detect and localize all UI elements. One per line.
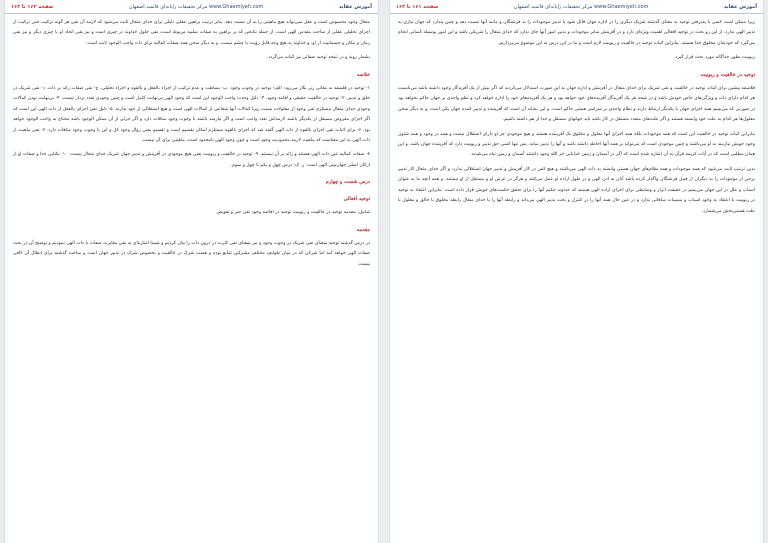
page-body	[390, 14, 763, 217]
page-body	[5, 14, 378, 270]
section-heading: مقدمه	[356, 226, 370, 233]
section-heading: توحید در خالقیت و ربوبیت	[700, 71, 755, 78]
journal-title: آموزش عقاید	[723, 3, 757, 10]
section-heading: خلاصه	[356, 71, 370, 78]
paragraph: در درس گذشته توحید بمعنای نفی شریک در وجوب وجود و نیز بمعنای نفی کثرت در درون ذات را بیان کردیم و ضمنا اشاره‌ای به نفی مغایرت صفات با ذات الهی نمودیم و توضیح آن در بحث صفات الهی خواهد آمد اما شرکی که در میان طوایف مختلف مشرکین شایع بوده و هست شرک در خالقیت و بخصوص شرک در تدبیر جهان است و مباحث گذشته برای ابطال آن کافی نیست.	[13, 240, 370, 267]
paragraph: بشمار روند و در نتیجه توحید صفاتی نیز اثبات می‌گردد.	[266, 55, 370, 61]
journal-title: آموزش عقاید	[338, 3, 372, 10]
paragraph: زیرا ممکن است کسی با پذیرفتن توحید به معنای گذشته شریک دیگری را در اداره جهان قائل شود یا تدبیر موجودات را به فرشتگان و مانند آنها نسبت دهد و چنین پندارد که جهان نیازی به تدبیر الهی ندارد. از این رو بحث در توحید افعالی اهمیت ویژه‌ای دارد و در آفرینش سایر موجودات و تدبیر امور آنها جای ندارد که خدای متعال را شریکی باشد و این امور بوسیله کسانی انجام می‌گیرد که خودشان مخلوق خدا هستند. بنابراین اثبات توحید در خالقیت و ربوبیت لازم است و ما در این درس به این موضوع می‌پردازیم.	[398, 20, 755, 46]
paragraph: ربوبیت بطور جداگانه مورد بحث قرار گیرد.	[674, 55, 755, 61]
page-number: صفحه ۱۶۱ تا ۱۶۲	[396, 3, 439, 10]
paragraph: بدین ترتیب ثابت می‌شود که همه موجودات و همه نظام‌های جهان هستی وابسته به ذات الهی می‌باشند و هیچ کس در کار آفرینش و تدبیر جهان استقلالی ندارد، و اگر خدای متعال کار تدبیر برخی از موجودات را به دیگران از قبیل فرشتگان واگذار کرده باشد آنان به اذن الهی و در طول اراده او عمل می‌کنند و هرگز در عرض او و مستقل از او نیستند. و همه آنچه ما به عنوان اسباب و علل در این جهان می‌بینیم در حقیقت ابزار و وسایطی برای اجرای اراده الهی هستند که خداوند حکیم آنها را برای تحقق حکمت‌های خویش قرار داده است. بنابراین اعتقاد به توحید در ربوبیت با اعتقاد به وجود اسباب و مسببات منافاتی ندارد و در عین حال همه آنها را در کنترل و تحت تدبیر الهی می‌داند و رابطه آنها را با خدای متعال رابطه مخلوق با خالق و معلول با علت هستی‌بخش می‌شمارد.	[398, 166, 755, 214]
site-link[interactable]: مرکز تحقیقات رایانه‌ای قائمیه اصفهان www.Ghaemiyeh.com	[513, 3, 649, 10]
paragraph: شامل: مقدمه توحید در خالقیت و ربوبیت توحید در افاضه وجود نفی جبر و تفویض	[216, 210, 370, 216]
document-page-right	[389, 0, 764, 543]
page-header	[5, 0, 378, 14]
paragraph: ۸- صفات کمالیه عین ذات الهی هستند و زائد بر آن نیستند. ۹- توحید در خالقیت و ربوبیت یعنی هیچ موجودی در آفرینش و تدبیر جهان شریک خدای متعال نیست. ۱۰- یکتایی خدا و صفات او از ارکان اصلی جهان‌بینی الهی است. ر. ک: درس چهل و یکم تا چهل و سوم.	[13, 152, 371, 168]
section-heading: درس شصت و چهارم	[325, 179, 370, 186]
paragraph: فلاسفه پیشین برای اثبات توحید در خالقیت و نفی شریک برای خدای متعال در آفرینش و اداره جهان به این صورت استدلال می‌کردند که اگر بیش از یک آفریدگار وجود داشته باشد می‌بایست هر کدام دارای ذات و ویژگی‌های خاص خودش باشد و در نتیجه هر یک آفریدگار آفریده‌های خود خواهد بود و هر یک آفریده‌های خود را اداره خواهد کرد و نظم واحدی بر جهان حاکم نخواهد بود در صورتی که می‌بینیم همه اجزای جهان با یکدیگر ارتباط دارند و نظام واحدی بر سراسر هستی حاکم است. و این نشانه آن است که آفریننده و تدبیر کننده جهان یکی است. و به دیگر سخن معلول‌ها هر کدام به علت خود وابسته هستند و اگر علت‌های متعدد مستقل در کار باشد باید جهانهای مستقل و جدا از هم داشته باشیم.	[398, 86, 755, 123]
paragraph: ۱- توحید در فلسفه به معانی زیر بکار می‌رود: الف- توحید در وجوب وجود. ب- بساطت و عدم ترکیب از اجزاء بالفعل و بالقوه و اجزاء تحلیلی. ج- نفی صفات زائد بر ذات. د- نفی شریک در خلق و تدبیر. ۲- توحید در خالقیت حقیقی و اقامه وجود. ۳- دلیل وحدت واجب الوجود این است که وجود الهی بی‌نهایت کامل است و چنین وجودی تعدد بردار نیست. ۴- بی‌نهایت بودن کمالات وجودی خدای متعال مستلزم نفی وجود از معلولات نیست زیرا کمالات آنها شعاعی از کمالات الهی است و هیچ استقلالی از خود ندارند. ۵- دلیل نفی اجزای بالفعل از ذات الهی این است که اگر اجزای مفروض مستقل از یکدیگر باشند لازمه‌اش تعدد واجب است و اگر نیازمند باشند با وجوب وجود منافات دارد و اگر جزئی از آن ممکن الوجود باشد محتاج به واجب الوجود خواهد بود. ۶- برای اثبات نفی اجزای بالقوه از ذات الهی گفته شد که اجزای بالقوه مستلزم امکان تقسیم است و تقسیم یعنی زوال وجود کل و این با وجوب وجود منافات دارد. ۷- نفی ماهیت از ذات الهی به این معناست که ماهیت لازمه محدودیت وجود است و چون وجود الهی نامحدود است، ماهیتی برای آن نیست.	[13, 86, 371, 144]
page-header	[390, 0, 763, 14]
section-heading: توحید افعالی	[343, 195, 370, 202]
document-page-left	[4, 0, 379, 543]
paragraph: بنابراین اثبات توحید در خالقیت این است که همه موجودات بلکه همه اجزای آنها معلول و مخلوق یک آفریننده هستند و هیچ موجودی جز او دارای استقلال نیست و همه در وجود و همه شئون وجود خویش نیازمند به او می‌باشند و چنین موجودی است که می‌تواند بر همه آنها احاطه داشته باشد و آنها را تدبیر نماید. پس تنها کسی حق تدبیر و ربوبیت دارد که آفریننده جهان باشد. و این همان مطلبی است که در آیات کریمه قرآن به آن اشاره شده است که اگر در آسمان و زمین خدایانی جز الله وجود داشتند آسمان و زمین تباه می‌شدند.	[398, 131, 755, 158]
site-link[interactable]: مرکز تحقیقات رایانه‌ای قائمیه اصفهان www.Ghaemiyeh.com	[128, 3, 264, 10]
page-number: صفحه ۱۶۳ تا ۱۶۲	[11, 3, 54, 10]
paragraph: متعال وجود محسوس است و عقل نمی‌تواند هیچ ماهیتی را به آن نسبت دهد. بنابر ترتیب براهین عقلی دلیلی برای خدای متعال ثابت می‌شود که لازمه آن نفی هر گونه ترکیب حتی ترکیب از اجزای تحلیلی عقلی از ساحت مقدس الهی است. از جمله نتایجی که بر براهین به صفات سلبیه مربوط است، نفی حلول خداوند در چیزی است و نیز نفی اتحاد او با چیزی دیگر و نیز نفی زمان و مکان و جسمانیت از او، و خداوند به هیچ وجه قابل رؤیت با چشم نیست. و به دیگر سخن همه صفات کمالیه برای ذات واجب الوجود ثابت است.	[13, 20, 370, 46]
